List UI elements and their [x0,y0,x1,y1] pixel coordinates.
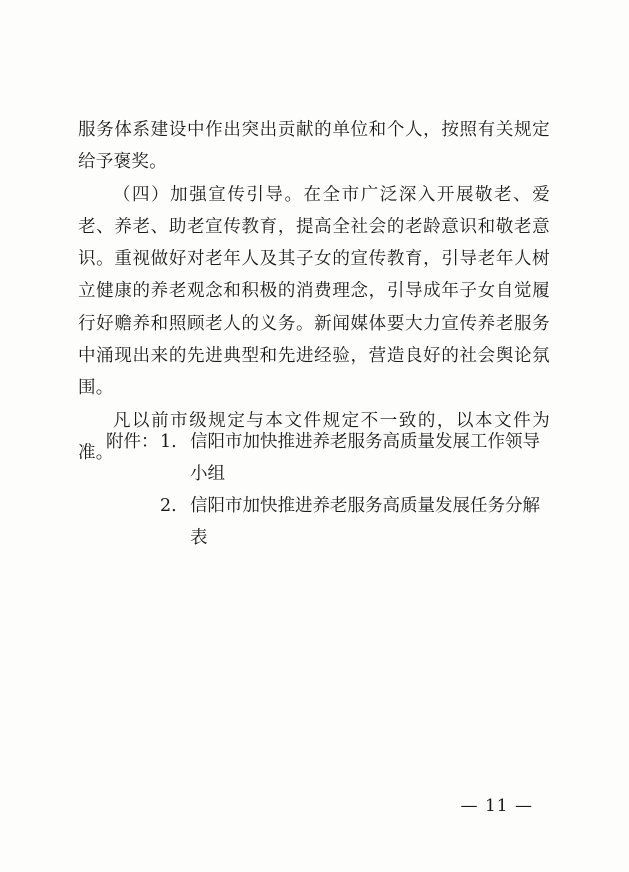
attachment-title: 信阳市加快推进养老服务高质量发展工作领导小组 [190,432,540,484]
page-number: — 11 — [460,796,533,816]
attachment-number: 1. [160,432,177,452]
attachments-section [78,426,550,554]
attachment-number: 2. [160,496,177,516]
attachments-label: 附件： [106,432,159,452]
body-text [78,114,550,469]
attachment-item [78,490,550,554]
attachment-item [78,426,550,490]
paragraph-continuation: 服务体系建设中作出突出贡献的单位和个人，按照有关规定给予褒奖。 [78,120,550,173]
paragraph-publicity: （四）加强宣传引导。在全市广泛深入开展敬老、爱老、养老、助老宣传教育，提高全社会的老龄意识和敬老意识。重视做好对老年人及其子女的宣传教育，引导老年人树立健康的养老观念和积极的消费理念，引导成年子女自觉履行好赡养和照顾老人的义务。新闻媒体要大力宣传养老服务中涌现出来的先进典型和先进经验，营造良好的社会舆论氛围。 [78,184,550,399]
attachment-title: 信阳市加快推进养老服务高质量发展任务分解表 [190,496,540,548]
paragraph-precedence: 凡以前市级规定与本文件规定不一致的，以本文件为准。 [78,410,550,463]
